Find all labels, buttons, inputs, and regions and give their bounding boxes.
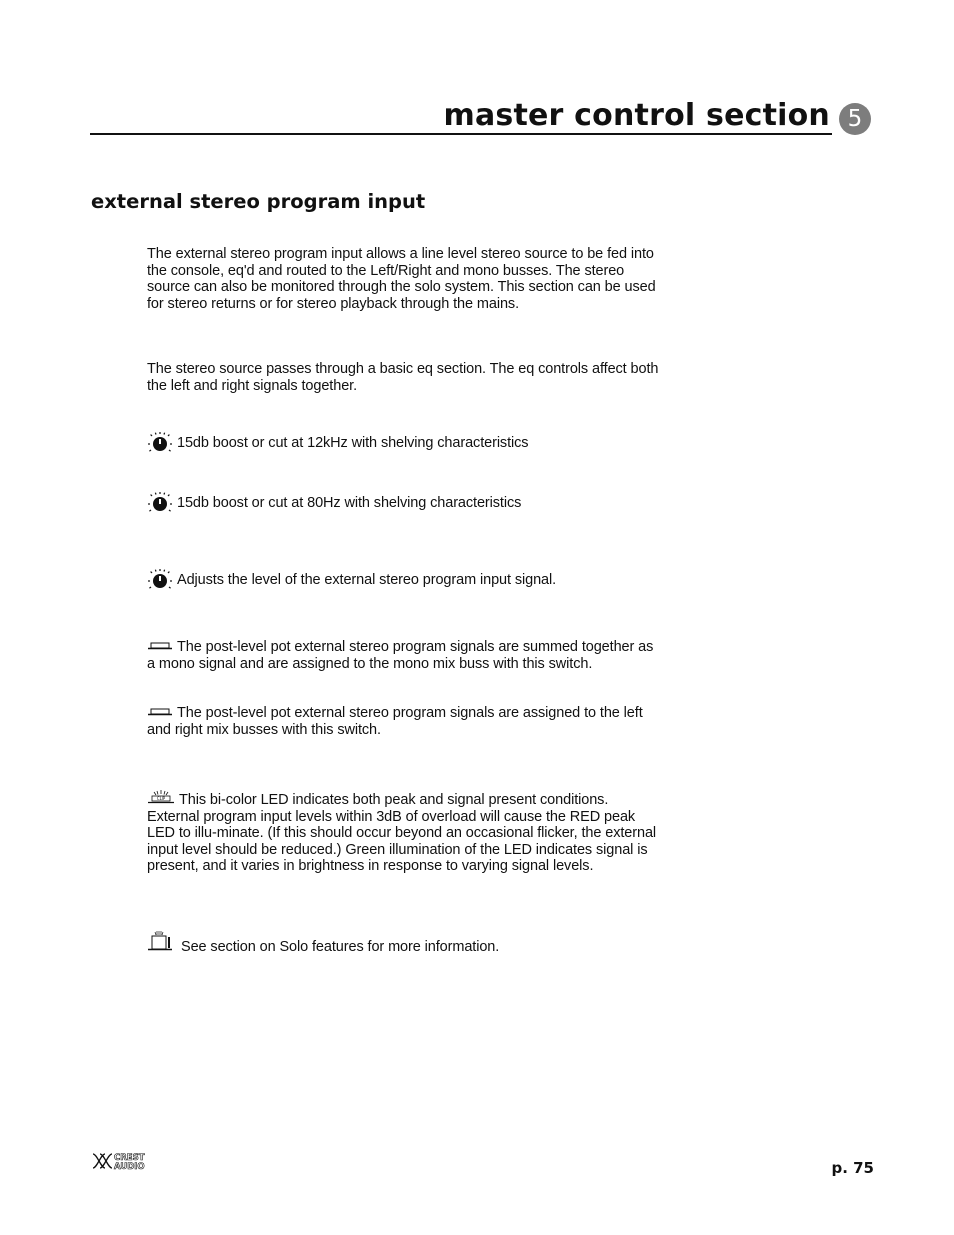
list-item-low-eq [147, 492, 662, 514]
item-text: See section on Solo features for more information. [181, 939, 500, 955]
led-icon [147, 790, 175, 804]
led-icon-label: CLIP [156, 796, 166, 801]
list-item-clip-led [147, 790, 662, 875]
list-item-mono-switch [147, 639, 662, 672]
knob-icon [147, 492, 173, 514]
list-item-solo [147, 931, 662, 956]
intro-paragraph: The external stereo program input allows a line level stereo source to be fed into the console, eq'd and routed to the Left/Right and mono busses. The stereo source can also be monitored through the solo system. This section can be used for stereo returns or for stereo playback through the mains. [147, 246, 656, 312]
section-heading: external stereo program input [91, 190, 426, 213]
eq-paragraph: The stereo source passes through a basic eq section. The eq controls affect both the left and right signals together. [147, 361, 659, 394]
item-text: The post-level pot external stereo program signals are summed together as a mono signal and are assigned to the mono mix buss with this switch. [147, 639, 654, 672]
page-number: p. 75 [831, 1159, 874, 1177]
item-text: This bi-color LED indicates both peak and signal present conditions. External program input levels within 3dB of overload will cause the RED peak LED to illu-minate. (If this should occur beyond an occasional flicker, the external input level should be reduced.) Green illumination of the LED indicates signal is present, and it varies in brightness in response to varying signal levels. [147, 792, 657, 874]
item-text: Adjusts the level of the external stereo program input signal. [177, 571, 557, 588]
list-item-level [147, 569, 662, 591]
crest-audio-logo [92, 1152, 160, 1175]
item-text: 15db boost or cut at 80Hz with shelving characteristics [177, 494, 522, 511]
item-text: 15db boost or cut at 12kHz with shelving characteristics [177, 434, 529, 451]
switch-icon [147, 707, 173, 717]
list-item-lr-switch [147, 705, 662, 738]
section-number-badge: 5 [839, 103, 871, 135]
header-rule [90, 133, 832, 135]
svg-text:CREST: CREST [114, 1153, 145, 1163]
knob-icon [147, 569, 173, 591]
list-item-high-eq [147, 432, 662, 454]
page-title: master control section [443, 98, 830, 133]
switch-icon [147, 641, 173, 651]
item-text: The post-level pot external stereo program signals are assigned to the left and right mix busses with this switch. [147, 705, 643, 738]
knob-icon [147, 432, 173, 454]
solo-switch-icon [147, 931, 173, 951]
svg-text:AUDIO: AUDIO [114, 1162, 145, 1170]
